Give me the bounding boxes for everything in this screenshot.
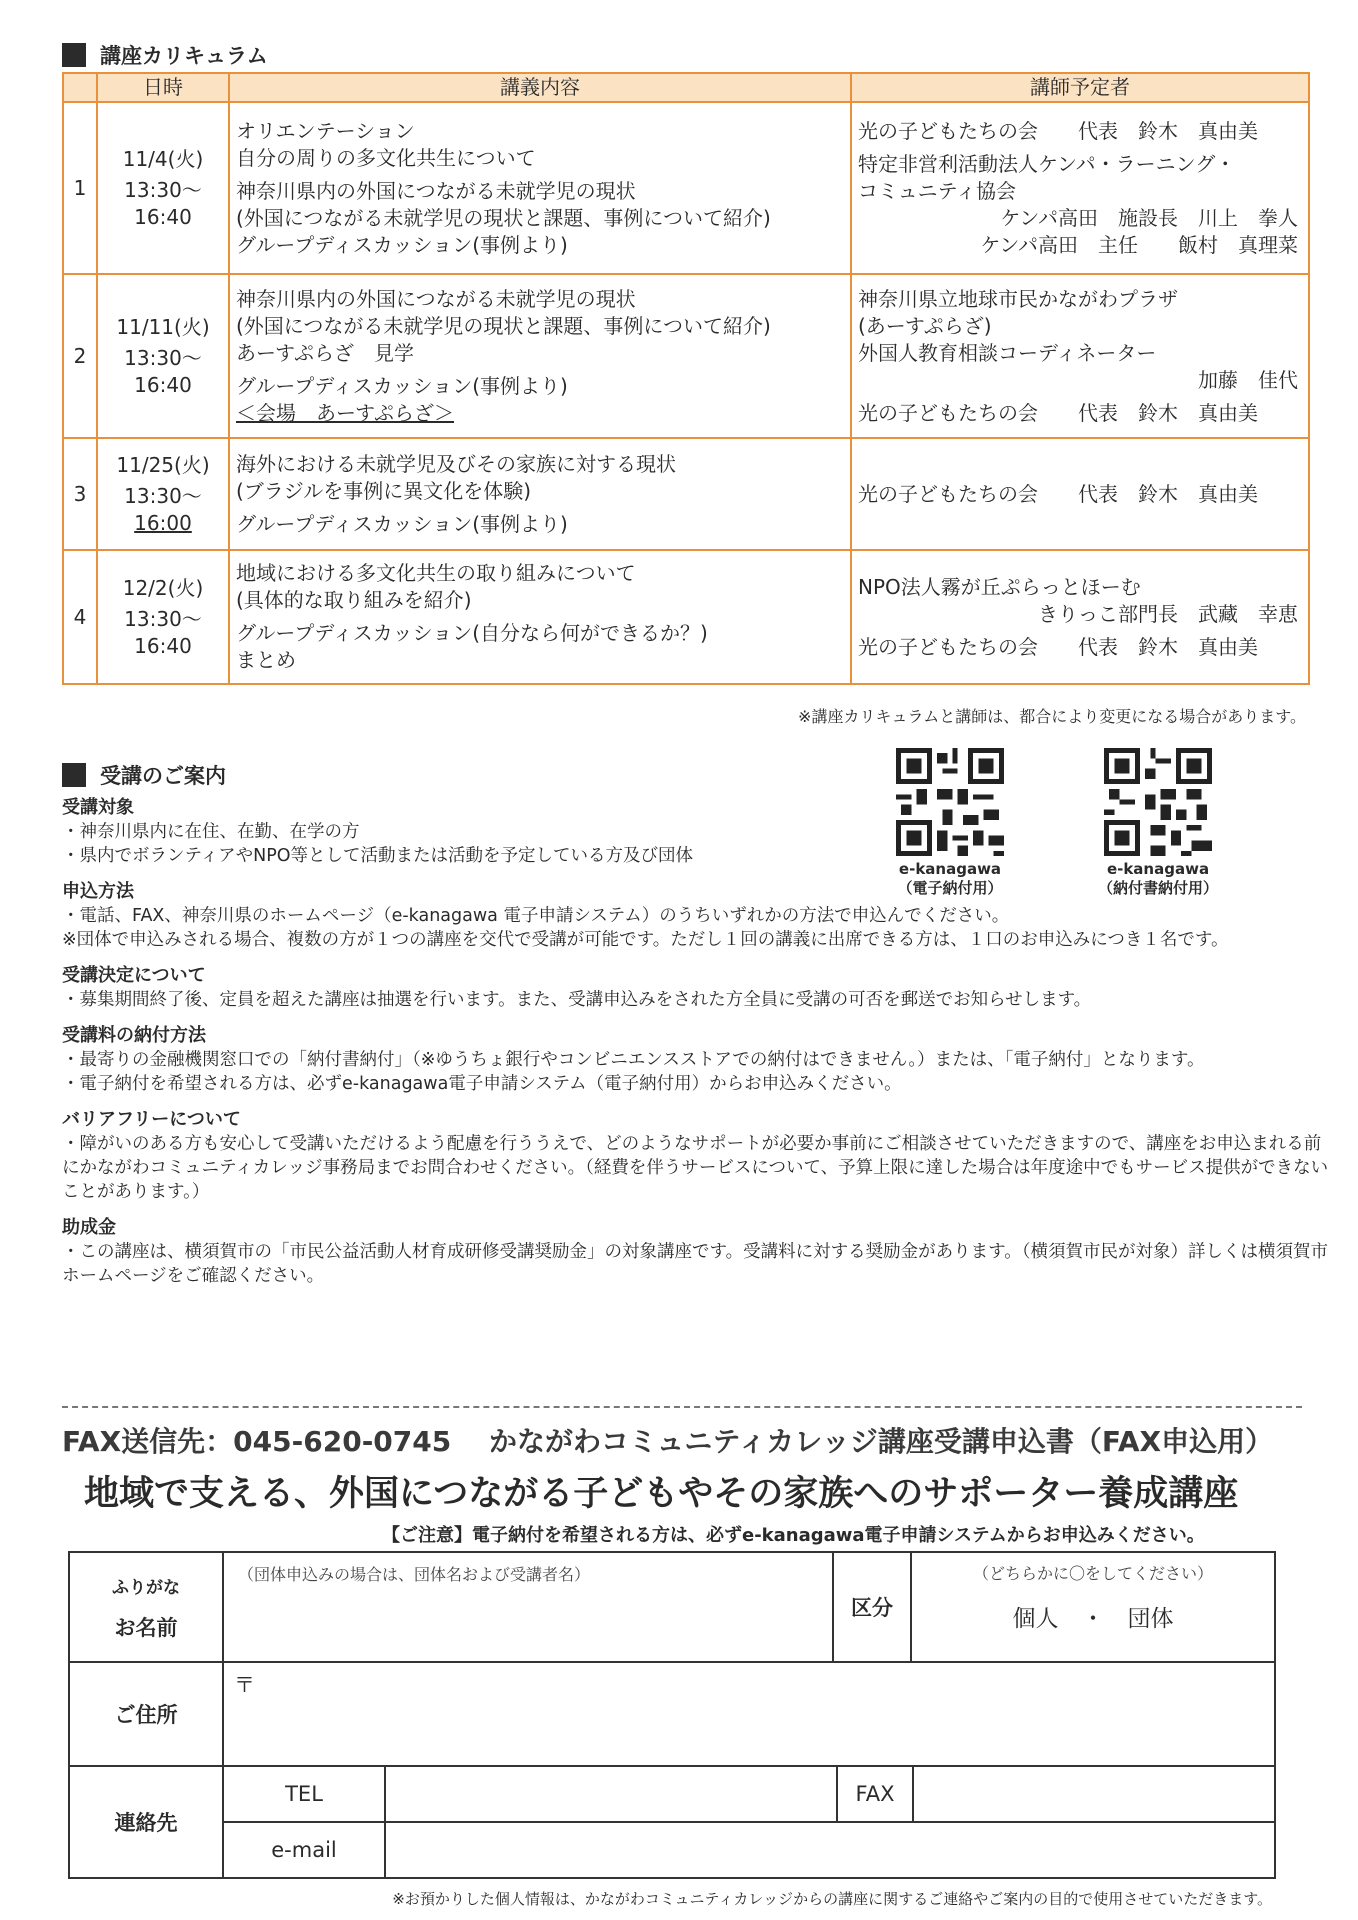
session-number: 3 bbox=[63, 438, 97, 550]
square-bullet-icon bbox=[62, 43, 86, 67]
privacy-note: ※お預かりした個人情報は、かながわコミュニティカレッジからの講座に関するご連絡やご案内の目的で使用させていただきます。 bbox=[392, 1890, 1272, 1908]
apply-block: 申込方法 ・電話、FAX、神奈川県のホームページ（e-kanagawa 電子申請システム）のうちいずれかの方法で申込んでください。 ※団体で申込みされる場合、複数の方が１つの講座を交代で受講が可能です。ただし１回の講義に出席できる方は、１口のお申込みにつき１名です。 bbox=[62, 881, 1229, 950]
table-row bbox=[63, 274, 1309, 438]
session-content: 海外における未就学児及びその家族に対する現状 (ブラジルを事例に異文化を体験) グループディスカッション(事例より) bbox=[229, 438, 851, 550]
square-bullet-icon bbox=[62, 763, 86, 787]
session-date: 11/25(火) 13:30～ 16:00 bbox=[97, 438, 229, 550]
session-number: 2 bbox=[63, 274, 97, 438]
session-lecturer: 光の子どもたちの会 代表 鈴木 真由美 特定非営利活動法人ケンパ・ラーニング・ コミュニティ協会 ケンパ高田 施設長 川上 拳人 ケンパ高田 主任 飯村 真理菜 bbox=[851, 102, 1309, 274]
session-lecturer: NPO法人霧が丘ぷらっとほーむ きりっこ部門長 武藏 幸恵 光の子どもたちの会 代表 鈴木 真由美 bbox=[851, 550, 1309, 684]
caution-note: 【ご注意】電子納付を希望される方は、必ずe-kanagawa電子申請システムからお申込みください。 bbox=[382, 1525, 1205, 1546]
table-row bbox=[63, 438, 1309, 550]
venue-label: ＜会場 あーすぷらざ＞ bbox=[236, 400, 454, 425]
info-body bbox=[62, 796, 1332, 1300]
tel-label: TEL bbox=[224, 1767, 386, 1821]
category-label: 区分 bbox=[833, 1552, 911, 1662]
barrier-free-block: バリアフリーについて ・障がいのある方も安心して受講いただけるよう配慮を行ううえで、どのようなサポートが必要か事前にご相談させていただきますので、講座をお申込まれる前にかながわコミュニティカレッジ事務局までお問合わせください。（経費を伴うサービスについて、予算上限に達した場合は年度途中でもサービス提供ができないことがあります。） bbox=[62, 1109, 1329, 1202]
email-label: e-mail bbox=[224, 1823, 386, 1877]
session-lecturer: 光の子どもたちの会 代表 鈴木 真由美 bbox=[851, 438, 1309, 550]
curriculum-note: ※講座カリキュラムと講師は、都合により変更になる場合があります。 bbox=[798, 707, 1306, 726]
table-row bbox=[63, 550, 1309, 684]
course-title: 地域で支える、外国につながる子どもやその家族へのサポーター養成講座 bbox=[84, 1474, 1239, 1514]
table-header-row bbox=[63, 73, 1309, 102]
header-date: 日時 bbox=[97, 73, 229, 102]
name-label: ふりがな お名前 bbox=[69, 1552, 223, 1662]
category-field[interactable]: （どちらかに〇をしてください） 個人 ・ 団体 bbox=[911, 1552, 1275, 1662]
tel-field[interactable] bbox=[386, 1767, 838, 1821]
curriculum-heading: 講座カリキュラム bbox=[62, 40, 268, 70]
grant-block: 助成金 ・この講座は、横須賀市の「市民公益活動人材育成研修受講奨励金」の対象講座です。受講料に対する奨励金があります。（横須賀市民が対象）詳しくは横須賀市ホームページをご確認ください。 bbox=[62, 1217, 1328, 1286]
target-block: 受講対象 ・神奈川県内に在住、在勤、在学の方 ・県内でボランティアやNPO等として活動または活動を予定している方及び団体 bbox=[62, 797, 694, 866]
header-content: 講義内容 bbox=[229, 73, 851, 102]
fax-destination: FAX送信先：045-620-0745 かながわコミュニティカレッジ講座受講申込書（FAX申込用） bbox=[62, 1425, 1274, 1458]
session-date: 12/2(火) 13:30～ 16:40 bbox=[97, 550, 229, 684]
curriculum-table bbox=[62, 72, 1310, 685]
application-form bbox=[68, 1551, 1276, 1879]
session-number: 4 bbox=[63, 550, 97, 684]
session-number: 1 bbox=[63, 102, 97, 274]
name-field[interactable]: （団体申込みの場合は、団体名および受講者名） bbox=[223, 1552, 833, 1662]
qr-code-slip[interactable]: e-kanagawa （納付書納付用） bbox=[1098, 748, 1218, 898]
qr-code-electronic[interactable]: e-kanagawa （電子納付用） bbox=[896, 748, 1004, 898]
contact-label: 連絡先 bbox=[69, 1766, 223, 1878]
decide-block: 受講決定について ・募集期間終了後、定員を超えた講座は抽選を行います。また、受講申込みをされた方全員に受講の可否を郵送でお知らせします。 bbox=[62, 965, 1092, 1010]
session-content: 神奈川県内の外国につながる未就学児の現状 (外国につながる未就学児の現状と課題、事例について紹介) あーすぷらざ 見学 グループディスカッション(事例より) ＜会場 あーすぷらざ＞ bbox=[229, 274, 851, 438]
info-heading: 受講のご案内 bbox=[62, 760, 226, 790]
session-content: 地域における多文化共生の取り組みについて (具体的な取り組みを紹介) グループディスカッション(自分なら何ができるか？) まとめ bbox=[229, 550, 851, 684]
fee-block: 受講料の納付方法 ・最寄りの金融機関窓口での「納付書納付」（※ゆうちょ銀行やコンビニエンスストアでの納付はできません。）または、「電子納付」となります。 ・電子納付を希望される方は、必ずe-kanagawa電子申請システム（電子納付用）からお申込みください。 bbox=[62, 1025, 1205, 1094]
session-content: オリエンテーション 自分の周りの多文化共生について 神奈川県内の外国につながる未就学児の現状 (外国につながる未就学児の現状と課題、事例について紹介) グループディスカッション(事例より) bbox=[229, 102, 851, 274]
session-date: 11/11(火) 13:30～ 16:40 bbox=[97, 274, 229, 438]
header-lecturer: 講師予定者 bbox=[851, 73, 1309, 102]
email-field[interactable] bbox=[386, 1823, 1274, 1877]
cut-line bbox=[62, 1406, 1302, 1408]
address-label: ご住所 bbox=[69, 1662, 223, 1766]
address-field[interactable]: 〒 bbox=[223, 1662, 1275, 1766]
fax-label: FAX bbox=[838, 1767, 914, 1821]
table-row bbox=[63, 102, 1309, 274]
session-date: 11/4(火) 13:30～ 16:40 bbox=[97, 102, 229, 274]
session-lecturer: 神奈川県立地球市民かながわプラザ (あーすぷらざ) 外国人教育相談コーディネーター 加藤 佳代 光の子どもたちの会 代表 鈴木 真由美 bbox=[851, 274, 1309, 438]
fax-field[interactable] bbox=[914, 1767, 1274, 1821]
